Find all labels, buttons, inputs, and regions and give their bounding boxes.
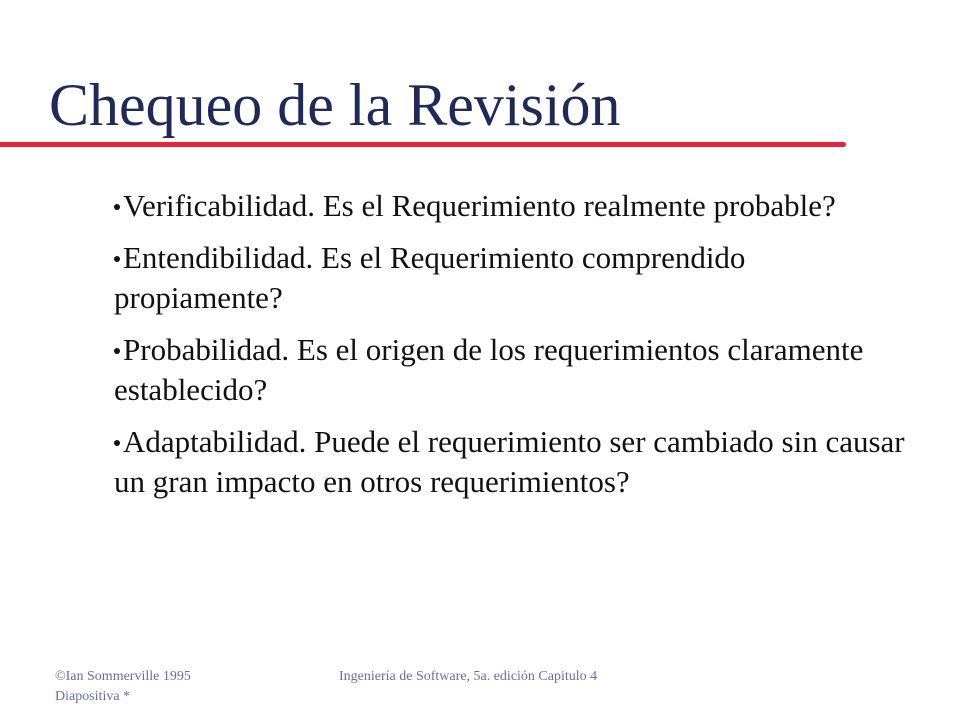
bullet-dot-icon	[114, 440, 120, 446]
bullet-item	[114, 330, 914, 410]
footer-left	[55, 667, 191, 707]
footer-copyright: ©Ian Sommerville 1995	[55, 669, 191, 684]
footer-course: Ingeniería de Software, 5a. edición Capitulo 4	[339, 669, 598, 684]
bullet-list	[114, 186, 914, 514]
bullet-text: Probabilidad. Es el origen de los requerimientos claramente establecido?	[114, 332, 864, 407]
bullet-item	[114, 238, 914, 318]
bullet-dot-icon	[114, 256, 120, 262]
bullet-item	[114, 186, 914, 226]
bullet-text: Entendibilidad. Es el Requerimiento comprendido propiamente?	[114, 240, 746, 315]
bullet-text: Verificabilidad. Es el Requerimiento realmente probable?	[123, 188, 836, 223]
bullet-item	[114, 422, 914, 502]
title-underline	[0, 142, 846, 147]
footer-slide-label: Diapositiva *	[55, 689, 131, 704]
bullet-text: Adaptabilidad. Puede el requerimiento ser cambiado sin causar un gran impacto en otros requerimientos?	[114, 424, 905, 499]
bullet-dot-icon	[114, 348, 120, 354]
slide-title: Chequeo de la Revisión	[49, 72, 621, 138]
bullet-dot-icon	[114, 204, 120, 210]
